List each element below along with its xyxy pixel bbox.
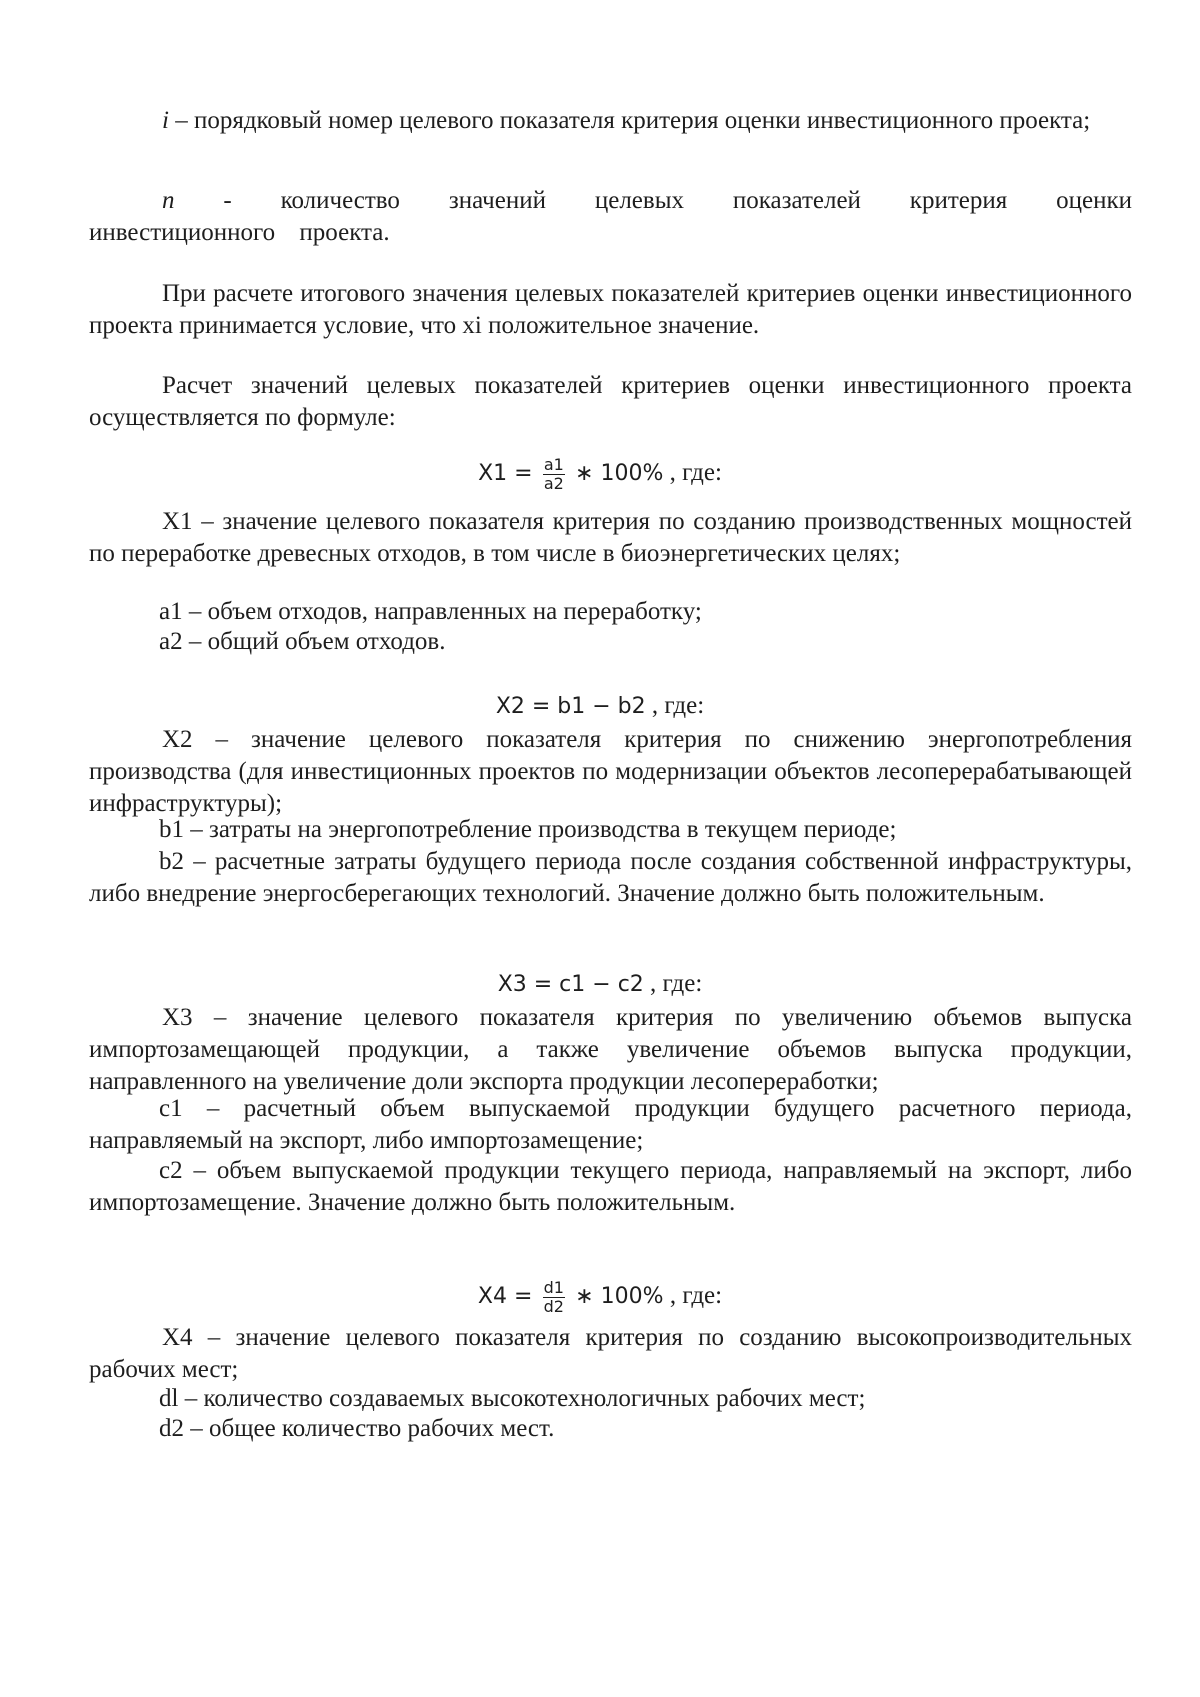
formula-x1 (0, 455, 1200, 493)
formula-x2-expression: X2 = b1 − b2 (495, 694, 646, 719)
formula-x2-tail: , где: (645, 692, 705, 719)
formula-x4-rhs: ∗ 100% (575, 1284, 664, 1309)
formula-x4-denominator: d2 (543, 1296, 564, 1316)
variable-n: n (162, 187, 175, 214)
formula-x4-lhs: X4 = (477, 1284, 533, 1309)
definition-x2: X2 – значение целевого показателя критерия по снижению энергопотребления производства (для инвестиционных проектов по модернизации объектов лесоперерабатывающей инфраструктуры); (89, 726, 1132, 817)
definition-a1: a1 – объем отходов, направленных на переработку; (159, 598, 702, 625)
paragraph-count-n-text: - количество значений целевых показателей критерия оценки инвестиционного проекта. (89, 187, 1132, 246)
definition-d1: dl – количество создаваемых высокотехнологичных рабочих мест; (159, 1385, 866, 1412)
paragraph-index-i-text: – порядковый номер целевого показателя критерия оценки инвестиционного проекта; (168, 107, 1091, 134)
definition-c1: c1 – расчетный объем выпускаемой продукции будущего расчетного периода, направляемый на экспорт, либо импортозамещение; (89, 1095, 1132, 1154)
definition-b1: b1 – затраты на энергопотребление производства в текущем периоде; (159, 816, 897, 843)
paragraph-condition: При расчете итогового значения целевых показателей критериев оценки инвестиционного проекта принимается условие, что xi положительное значение. (89, 280, 1132, 339)
formula-x1-denominator: a2 (543, 473, 564, 493)
definition-d2: d2 – общее количество рабочих мест. (159, 1415, 555, 1442)
formula-x1-numerator: a1 (543, 454, 564, 474)
definition-b2: b2 – расчетные затраты будущего периода после создания собственной инфраструктуры, либо внедрение энергосберегающих технологий. Значение должно быть положительным. (89, 848, 1132, 907)
definition-x1: X1 – значение целевого показателя критерия по созданию производственных мощностей по переработке древесных отходов, в том числе в биоэнергетических целях; (89, 508, 1132, 567)
formula-x4-numerator: d1 (543, 1277, 564, 1297)
variable-i: i (162, 107, 169, 134)
formula-x1-rhs: ∗ 100% (575, 461, 664, 486)
definition-x3: X3 – значение целевого показателя критерия по увеличению объемов выпуска импортозамещающей продукции, а также увеличение объемов выпуска продукции, направленного на увеличение доли экспорта продукции лесопереработки; (89, 1004, 1132, 1095)
paragraph-count-n (89, 185, 1132, 249)
formula-x4-fraction (543, 1279, 565, 1316)
formula-x2 (0, 688, 1200, 725)
formula-x1-tail: , где: (663, 459, 722, 486)
formula-x3-expression: X3 = c1 − c2 (497, 972, 644, 997)
definition-x4: X4 – значение целевого показателя критерия по созданию высокопроизводительных рабочих мест; (89, 1324, 1132, 1383)
formula-x4 (0, 1278, 1200, 1316)
formula-x1-lhs: X1 = (478, 461, 533, 486)
formula-x1-fraction (543, 456, 565, 493)
formula-x3 (0, 966, 1200, 1003)
definition-c2: c2 – объем выпускаемой продукции текущего периода, направляемый на экспорт, либо импортозамещение. Значение должно быть положительным. (89, 1157, 1132, 1216)
formula-x3-tail: , где: (643, 970, 703, 997)
paragraph-formula-intro: Расчет значений целевых показателей критериев оценки инвестиционного проекта осуществляется по формуле: (89, 372, 1132, 431)
definition-a2: a2 – общий объем отходов. (159, 628, 446, 655)
formula-x4-tail: , где: (663, 1282, 723, 1309)
paragraph-index-i (89, 105, 1132, 137)
